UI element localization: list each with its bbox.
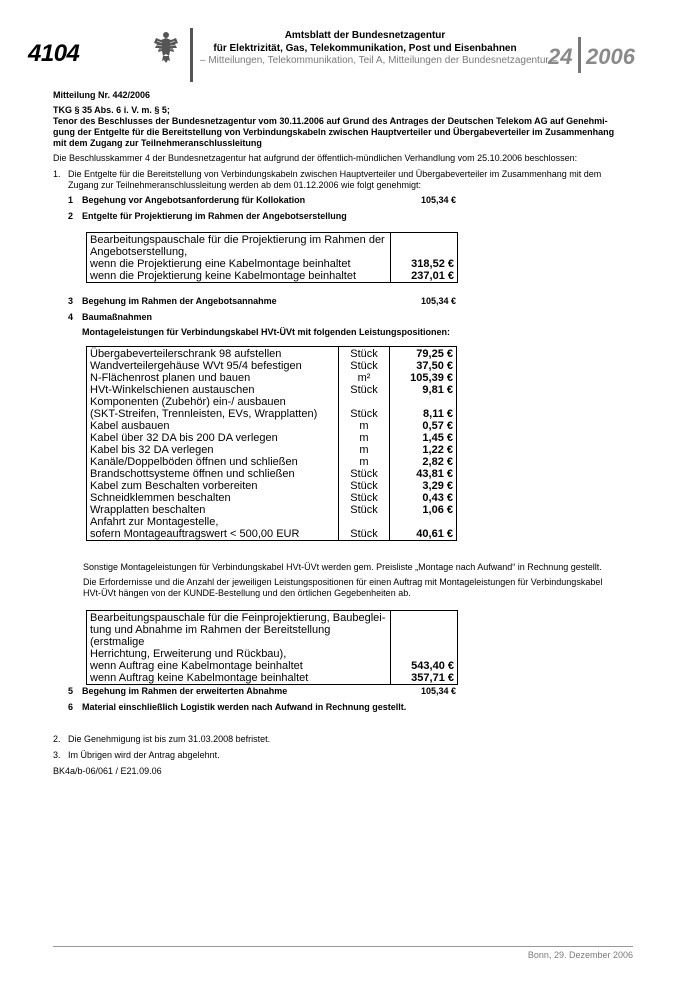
- table-row: [86, 258, 458, 270]
- projektierung-table: [86, 232, 458, 283]
- notice-title: [53, 105, 614, 149]
- item-4: [68, 312, 488, 338]
- point-1-text: [68, 169, 601, 191]
- table-cell-unit: Stück: [339, 528, 390, 541]
- table-row: [86, 492, 457, 504]
- table-cell-unit: Stück: [339, 492, 390, 504]
- table-cell-text: HVt-Winkelschienen austauschen: [86, 384, 339, 396]
- table-row: [86, 528, 457, 541]
- point-1-line: Zugang zur Teilnehmeranschlussleitung werden ab dem 01.12.2006 wie folgt genehmigt:: [68, 180, 422, 190]
- issue-number: 24: [548, 44, 573, 69]
- federal-eagle-icon: [153, 30, 179, 64]
- table-cell-text: Angebotserstellung,: [86, 246, 391, 258]
- journal-subtitle: – Mitteilungen, Telekommunikation, Teil A, Mitteilungen der Bundesnetzagentur –: [200, 55, 558, 66]
- table-cell-text: Kabel über 32 DA bis 200 DA verlegen: [86, 432, 339, 444]
- point-2-number: 2.: [53, 734, 61, 744]
- note-erfordernisse: [83, 577, 602, 599]
- table-cell-text: Kanäle/Doppelböden öffnen und schließen: [86, 456, 339, 468]
- table-cell-text: Bearbeitungspauschale für die Projektierung im Rahmen der: [86, 232, 391, 246]
- table-cell-unit: Stück: [339, 384, 390, 396]
- table-cell-price: [391, 648, 459, 660]
- table-cell-price: 237,01 €: [411, 270, 454, 282]
- item-label: Begehung vor Angebotsanforderung für Kollokation: [82, 195, 306, 205]
- table-cell-text: Wrapplatten beschalten: [86, 504, 339, 516]
- point-2-text: Die Genehmigung ist bis zum 31.03.2008 befristet.: [68, 734, 271, 744]
- table-cell-unit: m: [339, 432, 390, 444]
- table-row: [86, 432, 457, 444]
- table-cell-price: 40,61 €: [416, 528, 453, 540]
- table-cell-text: wenn die Projektierung eine Kabelmontage beinhaltet: [86, 258, 391, 270]
- intro-text: Die Beschlusskammer 4 der Bundesnetzagentur hat aufgrund der öffentlich-mündlichen Verhandlung vom 25.10.2006 beschlossen:: [53, 153, 578, 163]
- page-number: 4104: [28, 40, 80, 67]
- note-line: HVt-ÜVt hängen von der KUNDE-Bestellung und den örtlichen Gegebenheiten ab.: [83, 588, 411, 598]
- table-cell-price: 543,40 €: [411, 660, 454, 672]
- table-cell-price: 79,25 €: [416, 348, 453, 360]
- table-cell-text: Kabel zum Beschalten vorbereiten: [86, 480, 339, 492]
- table-row: [86, 456, 457, 468]
- table-cell-unit: m: [339, 444, 390, 456]
- header-divider: [190, 28, 193, 82]
- item-label: Baumaßnahmen: [82, 312, 153, 322]
- item-2: [68, 211, 468, 222]
- journal-title: [200, 29, 530, 55]
- table-cell-unit: Stück: [339, 504, 390, 516]
- table-cell-unit: Stück: [339, 360, 390, 372]
- table-cell-price: 9,81 €: [422, 384, 453, 396]
- table-cell-price: 0,57 €: [422, 420, 453, 432]
- item-5: [68, 686, 468, 697]
- item-6: [68, 702, 488, 713]
- table-row: [86, 232, 458, 246]
- item-sublabel: Montageleistungen für Verbindungskabel HVt-ÜVt mit folgenden Leistungspositionen:: [82, 327, 451, 337]
- journal-title-line-2: für Elektrizität, Gas, Telekommunikation, Post und Eisenbahnen: [213, 43, 517, 54]
- note-line: Die Erfordernisse und die Anzahl der jeweiligen Leistungspositionen für einen Auftrag mit Montageleistungen für Verbindungskabel: [83, 577, 603, 587]
- table-cell-unit: Stück: [339, 408, 390, 420]
- table-cell-unit: m: [339, 420, 390, 432]
- item-label: Begehung im Rahmen der Angebotsannahme: [82, 296, 277, 306]
- table-cell-price: [390, 516, 458, 528]
- note-montage-aufwand: Sonstige Montageleistungen für Verbindungskabel HVt-ÜVt werden gem. Preisliste „Montage nach Aufwand“ in Rechnung gestellt.: [83, 562, 602, 572]
- table-row: [86, 384, 457, 396]
- table-row: [86, 444, 457, 456]
- item-price: 105,34 €: [421, 296, 457, 306]
- table-cell-price: [391, 610, 459, 624]
- item-number: 6: [68, 702, 74, 712]
- table-row: [86, 672, 458, 685]
- table-cell-price: 3,29 €: [422, 480, 453, 492]
- footer-place-date: Bonn, 29. Dezember 2006: [527, 950, 633, 960]
- table-cell-price: 1,22 €: [422, 444, 453, 456]
- table-cell-unit: Stück: [339, 468, 390, 480]
- issue-divider: [578, 37, 581, 73]
- table-row: [86, 516, 457, 528]
- table-row: [86, 468, 457, 480]
- item-label: Begehung im Rahmen der erweiterten Abnahme: [82, 686, 288, 696]
- table-cell-price: 43,81 €: [416, 468, 453, 480]
- item-number: 5: [68, 686, 74, 696]
- item-label: Material einschließlich Logistik werden nach Aufwand in Rechnung gestellt.: [82, 702, 407, 712]
- table-cell-text: wenn Auftrag keine Kabelmontage beinhaltet: [86, 672, 391, 685]
- point-1-line: Die Entgelte für die Bereitstellung von Verbindungskabeln zwischen Hauptverteiler und Übergabeverteiler im Zusammenhang mit dem: [68, 169, 602, 179]
- notice-title-line: Tenor des Beschlusses der Bundesnetzagentur vom 30.11.2006 auf Grund des Antrages der Deutschen Telekom AG auf Genehmi-: [53, 116, 608, 126]
- table-cell-text: Kabel ausbauen: [86, 420, 339, 432]
- table-cell-unit: Stück: [339, 480, 390, 492]
- table-row: [86, 420, 457, 432]
- item-price: 105,34 €: [421, 195, 457, 205]
- table-row: [86, 648, 458, 660]
- item-label: Entgelte für Projektierung im Rahmen der Angebotserstellung: [82, 211, 347, 221]
- montage-table: [86, 346, 457, 541]
- table-cell-price: 8,11 €: [423, 408, 453, 420]
- reference-code: BK4a/b-06/061 / E21.09.06: [53, 766, 162, 776]
- table-row: [86, 480, 457, 492]
- table-cell-text: tung und Abnahme im Rahmen der Bereitstellung (erstmalige: [86, 624, 391, 648]
- item-number: 3: [68, 296, 74, 306]
- notice-title-line: TKG § 35 Abs. 6 i. V. m. § 5;: [53, 105, 170, 115]
- table-cell-text: Brandschottsysteme öffnen und schließen: [86, 468, 339, 480]
- feinprojektierung-table: [86, 610, 458, 685]
- table-cell-unit: Stück: [339, 346, 390, 360]
- table-cell-price: [391, 246, 459, 258]
- table-cell-price: [391, 624, 459, 648]
- notice-title-line: mit dem Zugang zur Teilnehmeranschlussleitung: [53, 138, 262, 148]
- table-cell-text: sofern Montageauftragswert < 500,00 EUR: [86, 528, 339, 541]
- item-number: 4: [68, 312, 74, 322]
- table-cell-text: Komponenten (Zubehör) ein-/ ausbauen: [86, 396, 339, 408]
- table-cell-price: 37,50 €: [416, 360, 453, 372]
- item-number: 2: [68, 211, 74, 221]
- table-cell-text: Bearbeitungspauschale für die Feinprojektierung, Baubeglei-: [86, 610, 391, 624]
- table-row: [86, 372, 457, 384]
- table-cell-text: Kabel bis 32 DA verlegen: [86, 444, 339, 456]
- point-3-number: 3.: [53, 750, 61, 760]
- table-cell-price: 2,82 €: [422, 456, 453, 468]
- table-cell-price: 1,06 €: [422, 504, 453, 516]
- table-cell-text: Wandverteilergehäuse WVt 95/4 befestigen: [86, 360, 339, 372]
- table-cell-price: 318,52 €: [411, 258, 454, 270]
- table-row: [86, 346, 457, 360]
- table-cell-text: Anfahrt zur Montagestelle,: [86, 516, 339, 528]
- table-cell-price: 105,39 €: [410, 372, 453, 384]
- table-cell-text: Übergabeverteilerschrank 98 aufstellen: [86, 346, 339, 360]
- notice-number: Mitteilung Nr. 442/2006: [53, 90, 151, 100]
- point-3-text: Im Übrigen wird der Antrag abgelehnt.: [68, 750, 220, 760]
- table-cell-text: Herrichtung, Erweiterung und Rückbau),: [86, 648, 391, 660]
- table-cell-unit: m²: [339, 372, 390, 384]
- table-row: [86, 660, 458, 672]
- item-number: 1: [68, 195, 74, 205]
- table-cell-price: 1,45 €: [422, 432, 453, 444]
- table-row: [86, 360, 457, 372]
- table-cell-text: (SKT-Streifen, Trennleisten, EVs, Wrapplatten): [86, 408, 339, 420]
- table-row: [86, 408, 457, 420]
- table-cell-text: N-Flächenrost planen und bauen: [86, 372, 339, 384]
- table-cell-text: Schneidklemmen beschalten: [86, 492, 339, 504]
- table-row: [86, 624, 458, 648]
- table-row: [86, 396, 457, 408]
- item-1: [68, 195, 468, 206]
- footer-divider: [53, 946, 633, 947]
- point-1-number: 1.: [53, 169, 61, 179]
- table-cell-price: [391, 232, 459, 246]
- journal-title-line-1: Amtsblatt der Bundesnetzagentur: [284, 30, 446, 41]
- table-row: [86, 504, 457, 516]
- table-cell-price: [390, 396, 458, 408]
- table-cell-unit: [339, 396, 390, 408]
- table-cell-price: 0,43 €: [422, 492, 453, 504]
- table-cell-text: wenn Auftrag eine Kabelmontage beinhaltet: [86, 660, 391, 672]
- table-cell-unit: m: [339, 456, 390, 468]
- table-cell-text: wenn die Projektierung keine Kabelmontage beinhaltet: [86, 270, 391, 283]
- notice-title-line: gung der Entgelte für die Bereitstellung von Verbindungskabeln zwischen Hauptverteiler und Übergabeverteiler im Zusammenhang: [53, 127, 615, 137]
- table-row: [86, 246, 458, 258]
- table-cell-price: 357,71 €: [411, 672, 454, 684]
- item-price: 105,34 €: [421, 686, 457, 696]
- issue-year: 2006: [586, 44, 635, 69]
- item-3: [68, 296, 468, 307]
- table-row: [86, 610, 458, 624]
- table-row: [86, 270, 458, 283]
- table-cell-unit: [339, 516, 390, 528]
